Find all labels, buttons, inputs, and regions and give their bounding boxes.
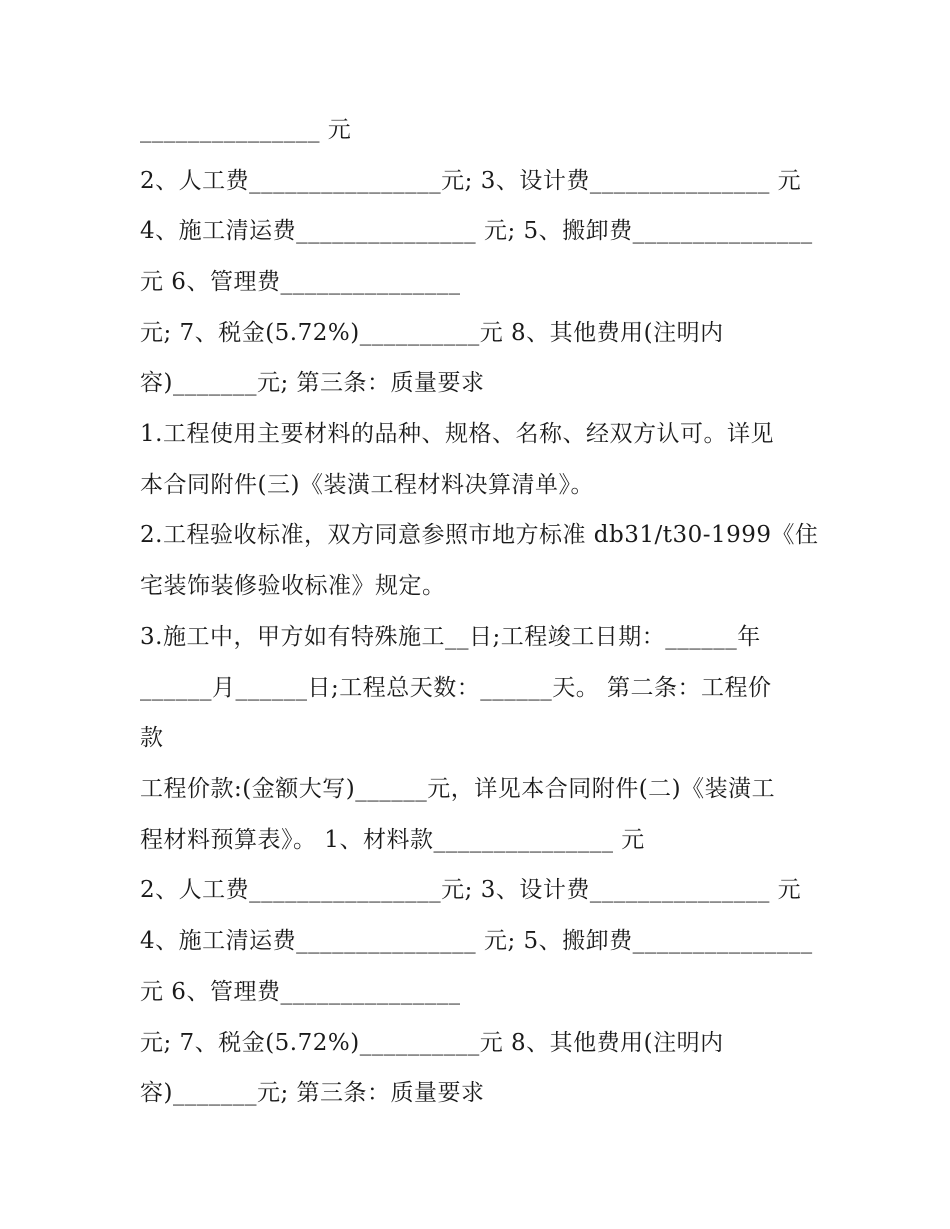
text-line: 元; 7、税金(5.72%)__________元 8、其他费用(注明内 <box>140 320 724 346</box>
text-line: 3.施工中，甲方如有特殊施工__日;工程竣工日期：______年 <box>140 624 761 650</box>
text-line: 4、施工清运费_______________ 元; 5、搬卸费_______________ <box>140 928 813 954</box>
text-line: 1.工程使用主要材料的品种、规格、名称、经双方认可。详见 <box>140 421 774 447</box>
text-line: 元 6、管理费_______________ <box>140 269 461 295</box>
text-line: _______________ 元 <box>140 117 352 143</box>
text-line: 宅装饰装修验收标准》规定。 <box>140 573 446 599</box>
text-line: 4、施工清运费_______________ 元; 5、搬卸费_______________ <box>140 218 813 244</box>
text-line: 本合同附件(三)《装潢工程材料决算清单》。 <box>140 472 594 498</box>
text-line: 工程价款:(金额大写)______元，详见本合同附件(二)《装潢工 <box>140 776 776 802</box>
text-line: 程材料预算表》。 1、材料款_______________ 元 <box>140 827 645 853</box>
text-line: 2、人工费________________元; 3、设计费_______________ 元 <box>140 877 802 903</box>
text-line: ______月______日;工程总天数：______天。 第二条：工程价 <box>140 675 772 701</box>
text-line: 2、人工费________________元; 3、设计费_______________ 元 <box>140 168 802 194</box>
text-line: 款 <box>140 725 164 751</box>
text-line: 容)_______元; 第三条：质量要求 <box>140 1080 485 1106</box>
text-line: 容)_______元; 第三条：质量要求 <box>140 370 485 396</box>
text-line: 2.工程验收标准，双方同意参照市地方标准 db31/t30-1999《住 <box>140 522 819 548</box>
text-line: 元; 7、税金(5.72%)__________元 8、其他费用(注明内 <box>140 1030 724 1056</box>
text-line: 元 6、管理费_______________ <box>140 979 461 1005</box>
